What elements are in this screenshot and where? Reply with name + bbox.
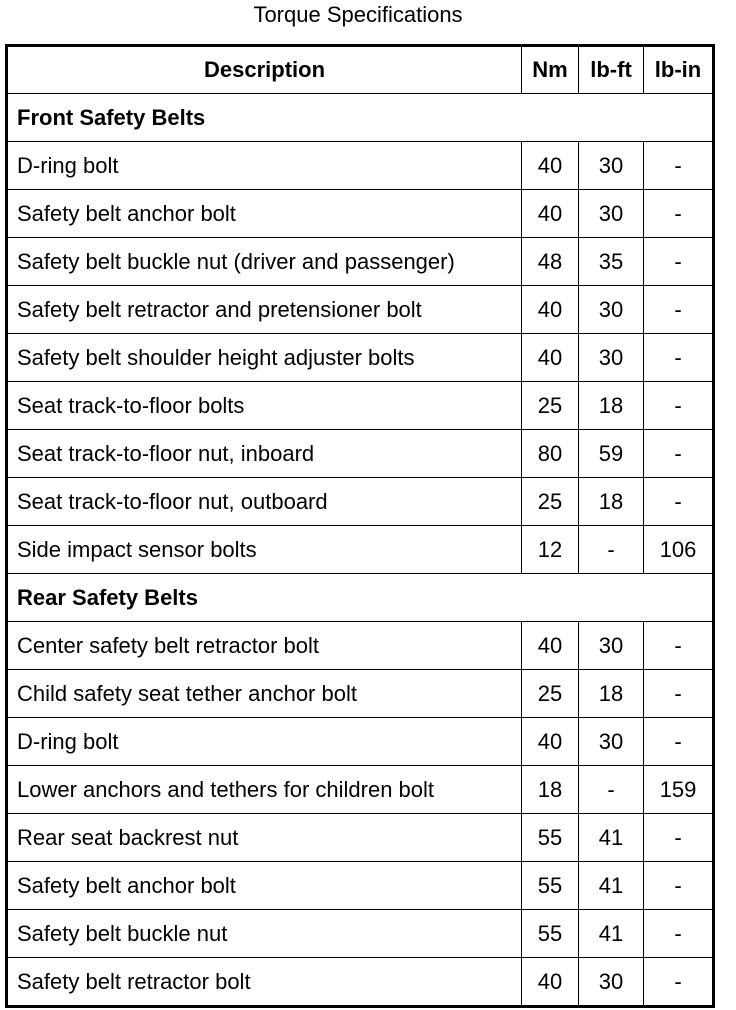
- cell-lb-ft: 59: [579, 430, 644, 478]
- cell-lb-ft: 30: [579, 190, 644, 238]
- cell-lb-in: -: [644, 430, 714, 478]
- table-header: [7, 46, 714, 94]
- cell-nm: 25: [522, 670, 579, 718]
- cell-lb-ft: 41: [579, 910, 644, 958]
- cell-nm: 12: [522, 526, 579, 574]
- cell-description: Seat track-to-floor nut, outboard: [7, 478, 522, 526]
- table-row: [7, 286, 714, 334]
- cell-lb-ft: 30: [579, 334, 644, 382]
- table-row: [7, 334, 714, 382]
- cell-lb-ft: -: [579, 766, 644, 814]
- cell-description: Safety belt buckle nut: [7, 910, 522, 958]
- cell-nm: 80: [522, 430, 579, 478]
- cell-lb-in: -: [644, 190, 714, 238]
- cell-lb-ft: 41: [579, 862, 644, 910]
- cell-lb-in: -: [644, 286, 714, 334]
- section-row: [7, 94, 714, 142]
- cell-nm: 55: [522, 862, 579, 910]
- table-row: [7, 910, 714, 958]
- cell-lb-ft: 35: [579, 238, 644, 286]
- table-body: [7, 94, 714, 1007]
- header-row: [7, 46, 714, 94]
- cell-nm: 25: [522, 382, 579, 430]
- table-row: [7, 526, 714, 574]
- cell-lb-in: 106: [644, 526, 714, 574]
- table-row: [7, 478, 714, 526]
- cell-nm: 40: [522, 286, 579, 334]
- cell-lb-ft: 30: [579, 622, 644, 670]
- table-row: [7, 766, 714, 814]
- cell-nm: 40: [522, 190, 579, 238]
- cell-description: Seat track-to-floor nut, inboard: [7, 430, 522, 478]
- cell-lb-in: -: [644, 910, 714, 958]
- cell-description: D-ring bolt: [7, 718, 522, 766]
- column-header-nm: Nm: [522, 46, 579, 94]
- cell-lb-in: -: [644, 670, 714, 718]
- cell-description: Rear seat backrest nut: [7, 814, 522, 862]
- cell-lb-in: -: [644, 718, 714, 766]
- cell-lb-ft: 30: [579, 286, 644, 334]
- cell-description: Safety belt shoulder height adjuster bolts: [7, 334, 522, 382]
- cell-description: Seat track-to-floor bolts: [7, 382, 522, 430]
- cell-description: Safety belt retractor bolt: [7, 958, 522, 1007]
- cell-description: Safety belt anchor bolt: [7, 190, 522, 238]
- table-row: [7, 862, 714, 910]
- table-row: [7, 622, 714, 670]
- cell-lb-in: -: [644, 622, 714, 670]
- cell-description: D-ring bolt: [7, 142, 522, 190]
- table-row: [7, 190, 714, 238]
- cell-lb-ft: 30: [579, 718, 644, 766]
- section-title: Front Safety Belts: [7, 94, 714, 142]
- cell-nm: 40: [522, 142, 579, 190]
- cell-lb-ft: -: [579, 526, 644, 574]
- cell-nm: 40: [522, 958, 579, 1007]
- cell-lb-ft: 18: [579, 382, 644, 430]
- cell-lb-in: -: [644, 862, 714, 910]
- cell-nm: 48: [522, 238, 579, 286]
- column-header-description: Description: [7, 46, 522, 94]
- table-row: [7, 142, 714, 190]
- cell-description: Lower anchors and tethers for children bolt: [7, 766, 522, 814]
- cell-lb-ft: 30: [579, 958, 644, 1007]
- cell-lb-ft: 41: [579, 814, 644, 862]
- cell-nm: 18: [522, 766, 579, 814]
- cell-description: Safety belt anchor bolt: [7, 862, 522, 910]
- column-header-lb-ft: lb-ft: [579, 46, 644, 94]
- cell-nm: 25: [522, 478, 579, 526]
- cell-description: Center safety belt retractor bolt: [7, 622, 522, 670]
- section-title: Rear Safety Belts: [7, 574, 714, 622]
- table-row: [7, 718, 714, 766]
- table-row: [7, 430, 714, 478]
- cell-lb-in: -: [644, 142, 714, 190]
- cell-nm: 40: [522, 334, 579, 382]
- cell-lb-in: -: [644, 238, 714, 286]
- column-header-lb-in: lb-in: [644, 46, 714, 94]
- cell-lb-in: 159: [644, 766, 714, 814]
- cell-lb-in: -: [644, 814, 714, 862]
- cell-lb-in: -: [644, 382, 714, 430]
- cell-lb-ft: 18: [579, 478, 644, 526]
- cell-lb-in: -: [644, 334, 714, 382]
- cell-lb-ft: 30: [579, 142, 644, 190]
- table-row: [7, 958, 714, 1007]
- table-row: [7, 382, 714, 430]
- cell-description: Side impact sensor bolts: [7, 526, 522, 574]
- section-row: [7, 574, 714, 622]
- torque-spec-table: [5, 44, 715, 1008]
- cell-lb-in: -: [644, 478, 714, 526]
- cell-nm: 40: [522, 718, 579, 766]
- cell-lb-ft: 18: [579, 670, 644, 718]
- cell-nm: 40: [522, 622, 579, 670]
- table-row: [7, 814, 714, 862]
- table-row: [7, 670, 714, 718]
- cell-nm: 55: [522, 910, 579, 958]
- cell-description: Child safety seat tether anchor bolt: [7, 670, 522, 718]
- table-caption: Torque Specifications: [253, 2, 463, 27]
- table-row: [7, 238, 714, 286]
- cell-lb-in: -: [644, 958, 714, 1007]
- cell-description: Safety belt buckle nut (driver and passenger): [7, 238, 522, 286]
- cell-nm: 55: [522, 814, 579, 862]
- cell-description: Safety belt retractor and pretensioner bolt: [7, 286, 522, 334]
